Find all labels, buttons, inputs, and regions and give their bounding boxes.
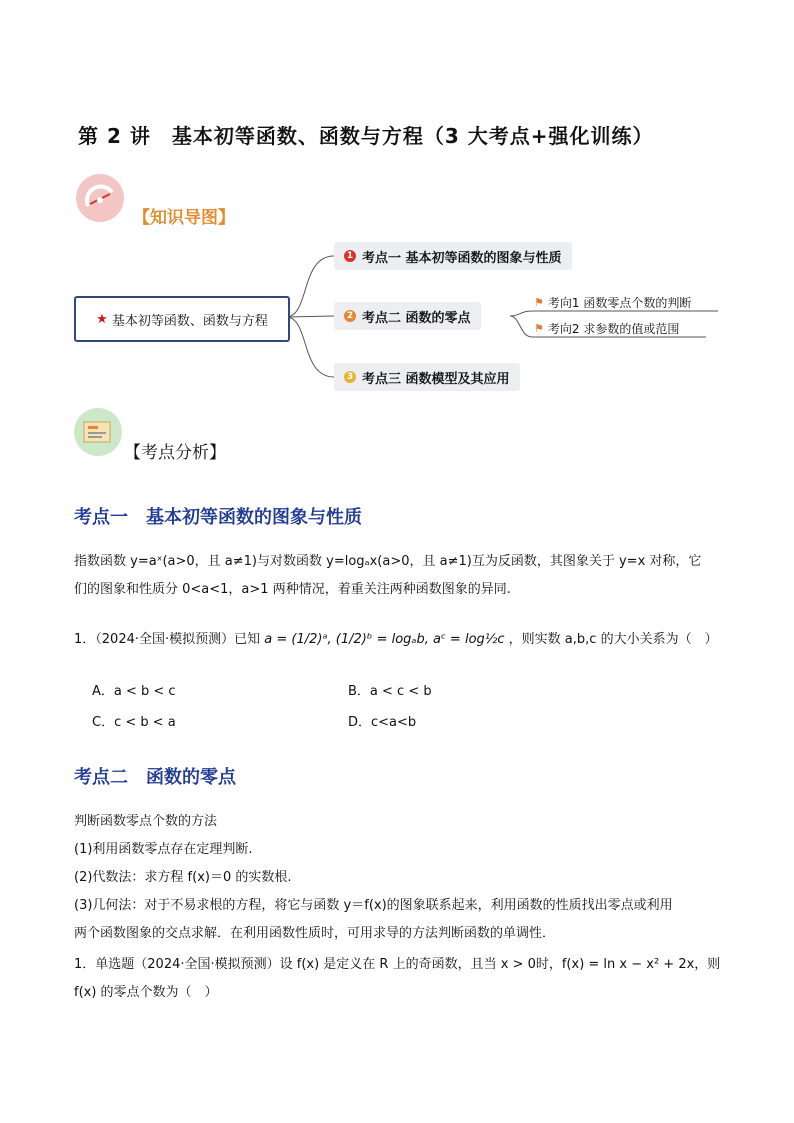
question-formula: a = (1/2)ᵃ, (1/2)ᵇ = logₐb, aᶜ = log½c	[264, 632, 505, 647]
number-badge-icon: 2	[344, 310, 356, 322]
paragraph-line: 两个函数图象的交点求解．在利用函数性质时，可用求导的方法判断函数的单调性．	[74, 926, 556, 941]
mindmap-node-1	[334, 242, 572, 270]
section2-heading: 考点二 函数的零点	[74, 767, 236, 788]
question-suffix: ，则实数 a,b,c 的大小关系为（ ）	[508, 632, 718, 647]
mindmap-node-label: 考点三 函数模型及其应用	[362, 371, 510, 387]
mindmap-node-label: 考点一 基本初等函数的图象与性质	[362, 250, 562, 266]
mindmap-node-2	[334, 302, 481, 330]
question-prefix: 1．（2024·全国·模拟预测）已知	[74, 632, 261, 647]
option-c: C．c < b < a	[92, 715, 176, 730]
section1-heading: 考点一 基本初等函数的图象与性质	[74, 507, 362, 528]
paragraph-line: (1)利用函数零点存在定理判断.	[74, 842, 253, 857]
section1-paragraph	[74, 548, 734, 604]
question-2	[74, 951, 754, 1007]
paragraph-line: 判断函数零点个数的方法	[74, 814, 218, 829]
question-line: 1．单选题（2024·全国·模拟预测）设 f(x) 是定义在 R 上的奇函数，且当 x > 0时，f(x) = ln x − x² + 2x，则	[74, 957, 721, 972]
mindmap-node-3	[334, 363, 520, 391]
mindmap-leaf-1	[534, 294, 691, 311]
mindmap-root	[74, 296, 290, 342]
mindmap-leaf-2	[534, 320, 679, 337]
number-badge-icon: 1	[344, 250, 356, 262]
star-icon: ★	[96, 311, 108, 327]
analysis-heading: 【考点分析】	[124, 443, 226, 463]
flag-icon: ⚑	[534, 322, 544, 335]
option-b: B．a < c < b	[348, 684, 432, 699]
paragraph-line: 指数函数 y=aˣ(a>0，且 a≠1)与对数函数 y=logₐx(a>0，且 a≠1)互为反函数，其图象关于 y=x 对称，它	[74, 554, 702, 569]
question-1	[74, 628, 754, 647]
option-d: D．c<a<b	[348, 715, 417, 730]
paragraph-line: 们的图象和性质分 0<a<1，a>1 两种情况，着重关注两种函数图象的异同.	[74, 582, 511, 597]
mindmap-leaf-label: 考向2 求参数的值或范围	[547, 322, 680, 336]
question-line: f(x) 的零点个数为（ ）	[74, 985, 218, 1000]
mindmap-leaf-label: 考向1 函数零点个数的判断	[547, 296, 692, 310]
knowledge-map-heading: 【知识导图】	[133, 208, 235, 228]
section2-paragraph	[74, 808, 734, 948]
paragraph-line: (2)代数法：求方程 f(x)＝0 的实数根.	[74, 870, 292, 885]
mindmap-connectors	[0, 0, 794, 420]
flag-icon: ⚑	[534, 296, 544, 309]
mindmap-root-label: 基本初等函数、函数与方程	[111, 313, 268, 329]
page-title: 第 2 讲 基本初等函数、函数与方程（3 大考点+强化训练）	[78, 124, 654, 148]
mindmap-node-label: 考点二 函数的零点	[362, 310, 471, 326]
number-badge-icon: 3	[344, 371, 356, 383]
notebook-icon	[74, 408, 122, 456]
paragraph-line: (3)几何法：对于不易求根的方程，将它与函数 y＝f(x)的图象联系起来，利用函数的性质找出零点或利用	[74, 898, 673, 913]
option-a: A．a < b < c	[92, 684, 176, 699]
